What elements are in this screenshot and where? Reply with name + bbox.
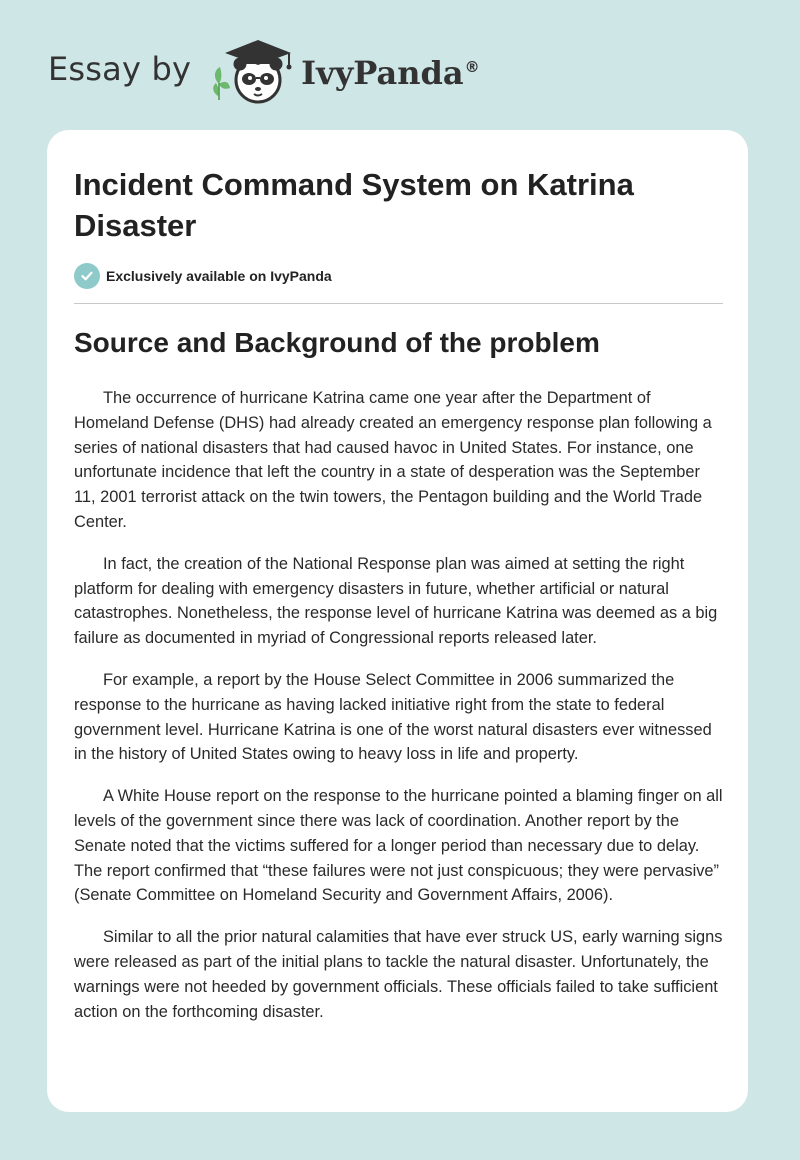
essay-by-label: Essay by [48,50,192,88]
paragraph: In fact, the creation of the National Response plan was aimed at setting the right platform for dealing with emergency disasters in future, whether artificial or natural catastrophes. Nonetheless, the response level of hurricane Katrina was deemed as a big failure as documented in myriad of Congressional reports released later. [74,554,718,648]
site-header [48,34,480,110]
check-circle-icon [74,263,100,289]
paragraph: A White House report on the response to the hurricane pointed a blaming finger on all levels of the government since there was lack of coordination. Another report by the Senate noted that the victims suffered for a longer period than necessary due to delay. The report confirmed that “these failures were not just conspicuous; they were pervasive” (Senate Committee on Homeland Security and Government Affairs, 2006). [74,787,723,905]
essay-body [74,386,724,1041]
paragraph: For example, a report by the House Select Committee in 2006 summarized the response to the hurricane as having lacked initiative right from the state to federal government level. Hurricane Katrina is one of the worst natural disasters ever witnessed in the history of United States owing to heavy loss in life and property. [74,670,712,764]
title-divider [74,303,723,304]
essay-card [47,130,748,1112]
brand-name[interactable]: IvyPanda® [301,54,480,92]
paragraph: Similar to all the prior natural calamities that have ever struck US, early warning signs were released as part of the initial plans to tackle the natural disaster. Unfortunately, the warnings were not heeded by government officials. These officials failed to take sufficient action on the forthcoming disaster. [74,928,723,1021]
essay-title: Incident Command System on Katrina Disaster [74,167,634,243]
registered-mark: ® [464,58,480,77]
section-heading: Source and Background of the problem [74,327,600,358]
exclusive-badge [74,263,332,289]
panda-logo-icon[interactable] [205,34,297,110]
paragraph: The occurrence of hurricane Katrina came one year after the Department of Homeland Defense (DHS) had already created an emergency response plan following a series of national disasters that had caused havoc in United States. For instance, one unfortunate incidence that left the country in a state of desperation was the September 11, 2001 terrorist attack on the twin towers, the Pentagon building and the World Trade Center. [74,389,712,531]
exclusive-badge-label: Exclusively available on IvyPanda [106,268,332,284]
